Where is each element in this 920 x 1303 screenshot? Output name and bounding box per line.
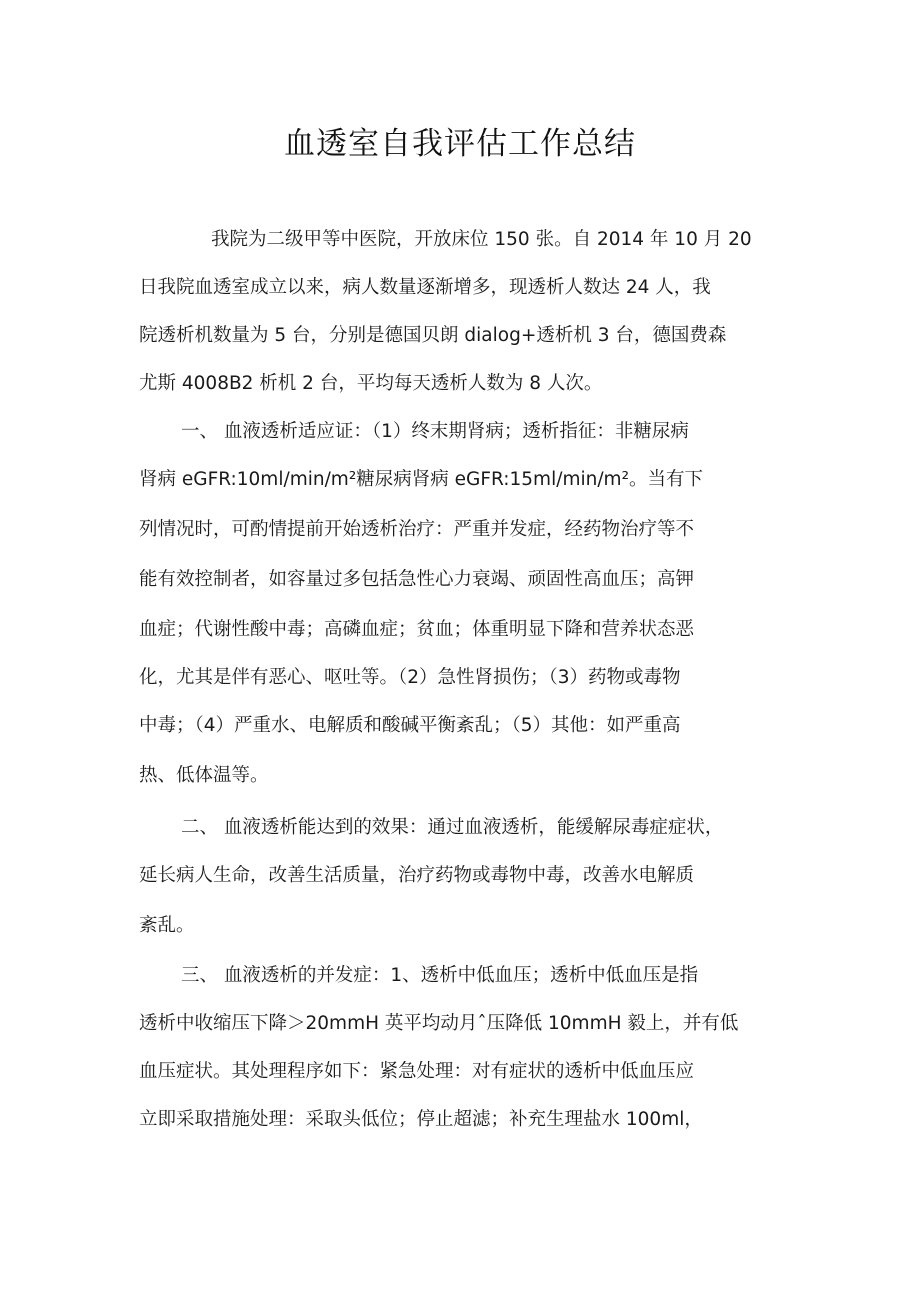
paragraph-line: 透析中收缩压下降＞20mmH 英平均动月ˆ压降低 10mmH 毅上，并有低 [139, 1013, 739, 1034]
paragraph-line: 血压症状。其处理程序如下：紧急处理：对有症状的透析中低血压应 [139, 1061, 695, 1082]
paragraph-line: 列情况时，可酌情提前开始透析治疗：严重并发症，经药物治疗等不 [139, 519, 695, 540]
paragraph-line: 延长病人生命，改善生活质量，治疗药物或毒物中毒，改善水电解质 [139, 865, 695, 886]
paragraph-line: 二、 血液透析能达到的效果：通过血液透析，能缓解尿毒症症状， [181, 817, 724, 838]
paragraph-line: 肾病 eGFR:10ml/min/m²糖尿病肾病 eGFR:15ml/min/m²。当有下 [139, 469, 703, 490]
paragraph-line: 尤斯 4008B2 析机 2 台，平均每天透析人数为 8 人次。 [139, 373, 603, 394]
paragraph-line: 化，尤其是伴有恶心、呕吐等。（2）急性肾损伤；（3）药物或毒物 [139, 667, 681, 688]
paragraph-line: 我院为二级甲等中医院，开放床位 150 张。自 2014 年 10 月 20 [211, 229, 752, 250]
paragraph-line: 紊乱。 [139, 915, 195, 936]
paragraph-line: 热、低体温等。 [139, 765, 269, 786]
paragraph-line: 三、 血液透析的并发症：1、透析中低血压；透析中低血压是指 [181, 965, 699, 986]
paragraph-line: 能有效控制者，如容量过多包括急性心力衰竭、顽固性高血压；高钾 [139, 569, 695, 590]
paragraph-line: 中毒；（4）严重水、电解质和酸碱平衡紊乱；（5）其他：如严重高 [139, 715, 681, 736]
paragraph-line: 立即采取措施处理：采取头低位；停止超滤；补充生理盐水 100ml， [139, 1109, 703, 1130]
paragraph-line: 院透析机数量为 5 台，分别是德国贝朗 dialog+透析机 3 台，德国费森 [139, 325, 727, 346]
paragraph-line: 血症；代谢性酸中毒；高磷血症；贫血；体重明显下降和营养状态恶 [139, 619, 695, 640]
paragraph-line: 日我院血透室成立以来，病人数量逐渐增多，现透析人数达 24 人，我 [139, 277, 711, 298]
document-title: 血透室自我评估工作总结 [284, 126, 636, 162]
paragraph-line: 一、 血液透析适应证：（1）终末期肾病；透析指征：非糖尿病 [181, 421, 689, 442]
